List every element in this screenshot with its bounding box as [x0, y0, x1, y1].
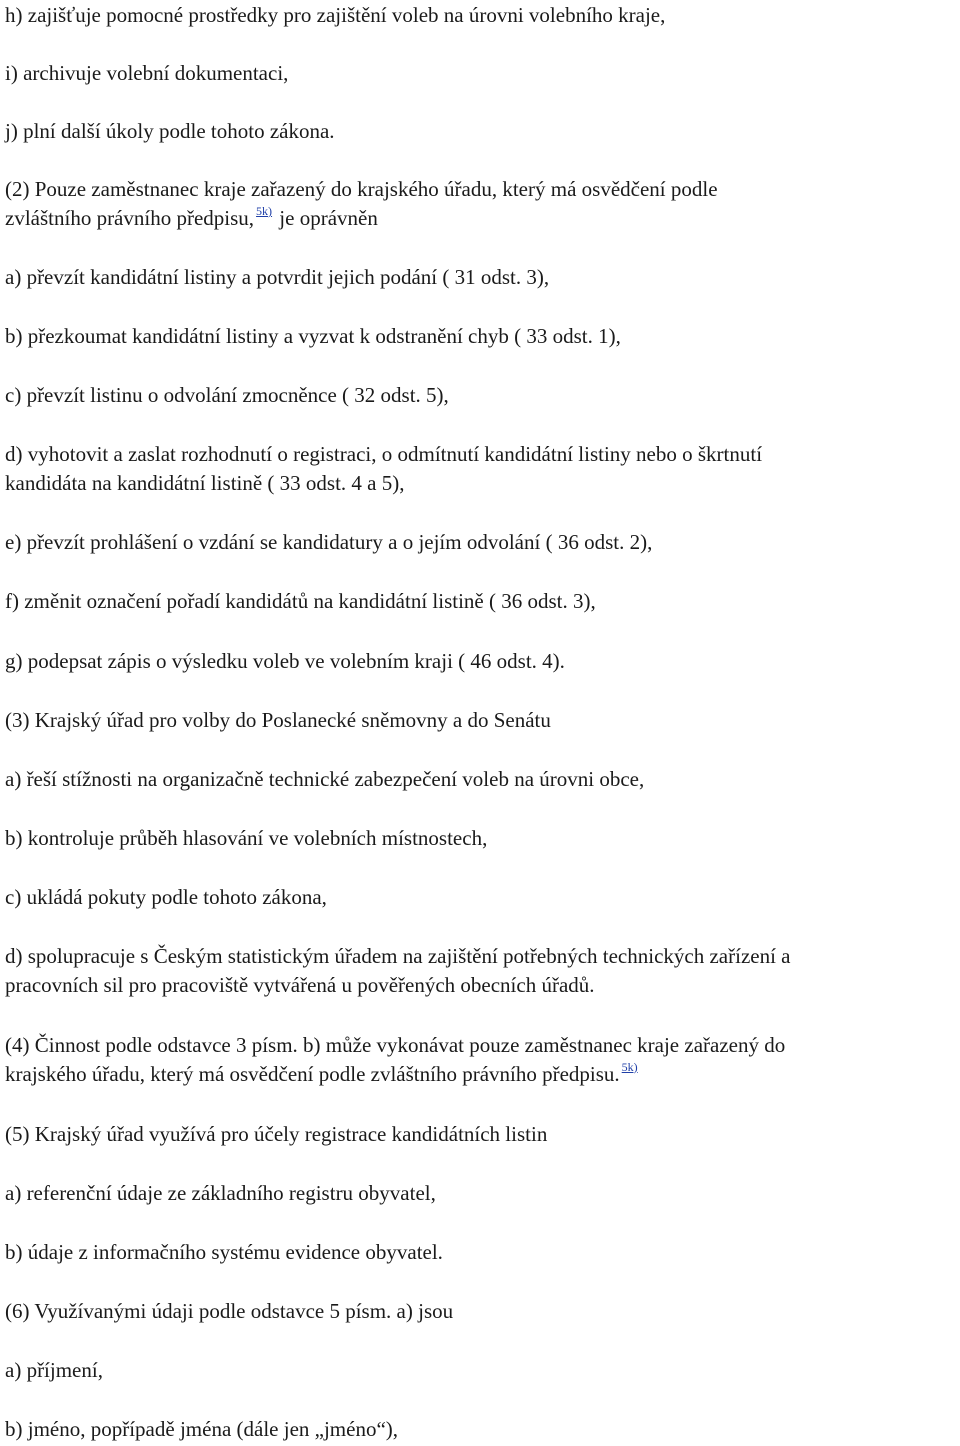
text-line: a) řeší stížnosti na organizačně technické zabezpečení voleb na úrovni obce,: [5, 767, 645, 791]
text-segment: krajského úřadu, který má osvědčení podle zvláštního právního předpisu.: [5, 1062, 620, 1086]
text-line: c) převzít listinu o odvolání zmocněnce ( 32 odst. 5),: [5, 383, 449, 407]
text-line: (4) Činnost podle odstavce 3 písm. b) může vykonávat pouze zaměstnanec kraje zařazený do: [5, 1033, 786, 1057]
text-line: [5, 1061, 640, 1090]
text-line: a) převzít kandidátní listiny a potvrdit jejich podání ( 31 odst. 3),: [5, 265, 550, 289]
text-segment: zvláštního právního předpisu,: [5, 206, 255, 230]
text-line: i) archivuje volební dokumentaci,: [5, 61, 289, 85]
text-line: b) údaje z informačního systému evidence obyvatel.: [5, 1240, 443, 1264]
text-line: h) zajišťuje pomocné prostředky pro zajištění voleb na úrovni volebního kraje,: [5, 3, 666, 27]
text-line: a) příjmení,: [5, 1358, 103, 1382]
text-line: (5) Krajský úřad využívá pro účely registrace kandidátních listin: [5, 1122, 548, 1146]
text-line: j) plní další úkoly podle tohoto zákona.: [5, 119, 335, 143]
footnote-link[interactable]: 5k): [256, 204, 273, 218]
text-line: kandidáta na kandidátní listině ( 33 odst. 4 a 5),: [5, 471, 405, 495]
text-line: d) vyhotovit a zaslat rozhodnutí o registraci, o odmítnutí kandidátní listiny nebo o škrtnutí: [5, 442, 763, 466]
text-line: (3) Krajský úřad pro volby do Poslanecké sněmovny a do Senátu: [5, 708, 551, 732]
text-line: a) referenční údaje ze základního registru obyvatel,: [5, 1181, 436, 1205]
text-line: pracovních sil pro pracoviště vytvářená u pověřených obecních úřadů.: [5, 973, 595, 997]
text-line: d) spolupracuje s Českým statistickým úřadem na zajištění potřebných technických zařízení a: [5, 944, 791, 968]
text-line: e) převzít prohlášení o vzdání se kandidatury a o jejím odvolání ( 36 odst. 2),: [5, 530, 653, 554]
text-line: (6) Využívanými údaji podle odstavce 5 písm. a) jsou: [5, 1299, 454, 1323]
text-line: g) podepsat zápis o výsledku voleb ve volebním kraji ( 46 odst. 4).: [5, 649, 565, 673]
text-line: b) přezkoumat kandidátní listiny a vyzvat k odstranění chyb ( 33 odst. 1),: [5, 324, 621, 348]
footnote-link[interactable]: 5k): [621, 1060, 638, 1074]
text-segment: je oprávněn: [274, 206, 378, 230]
text-line: b) kontroluje průběh hlasování ve volebních místnostech,: [5, 826, 488, 850]
text-line: f) změnit označení pořadí kandidátů na kandidátní listině ( 36 odst. 3),: [5, 589, 596, 613]
text-line: [5, 205, 378, 234]
text-line: c) ukládá pokuty podle tohoto zákona,: [5, 885, 327, 909]
text-line: b) jméno, popřípadě jména (dále jen „jméno“),: [5, 1417, 399, 1441]
text-line: (2) Pouze zaměstnanec kraje zařazený do krajského úřadu, který má osvědčení podle: [5, 177, 718, 201]
